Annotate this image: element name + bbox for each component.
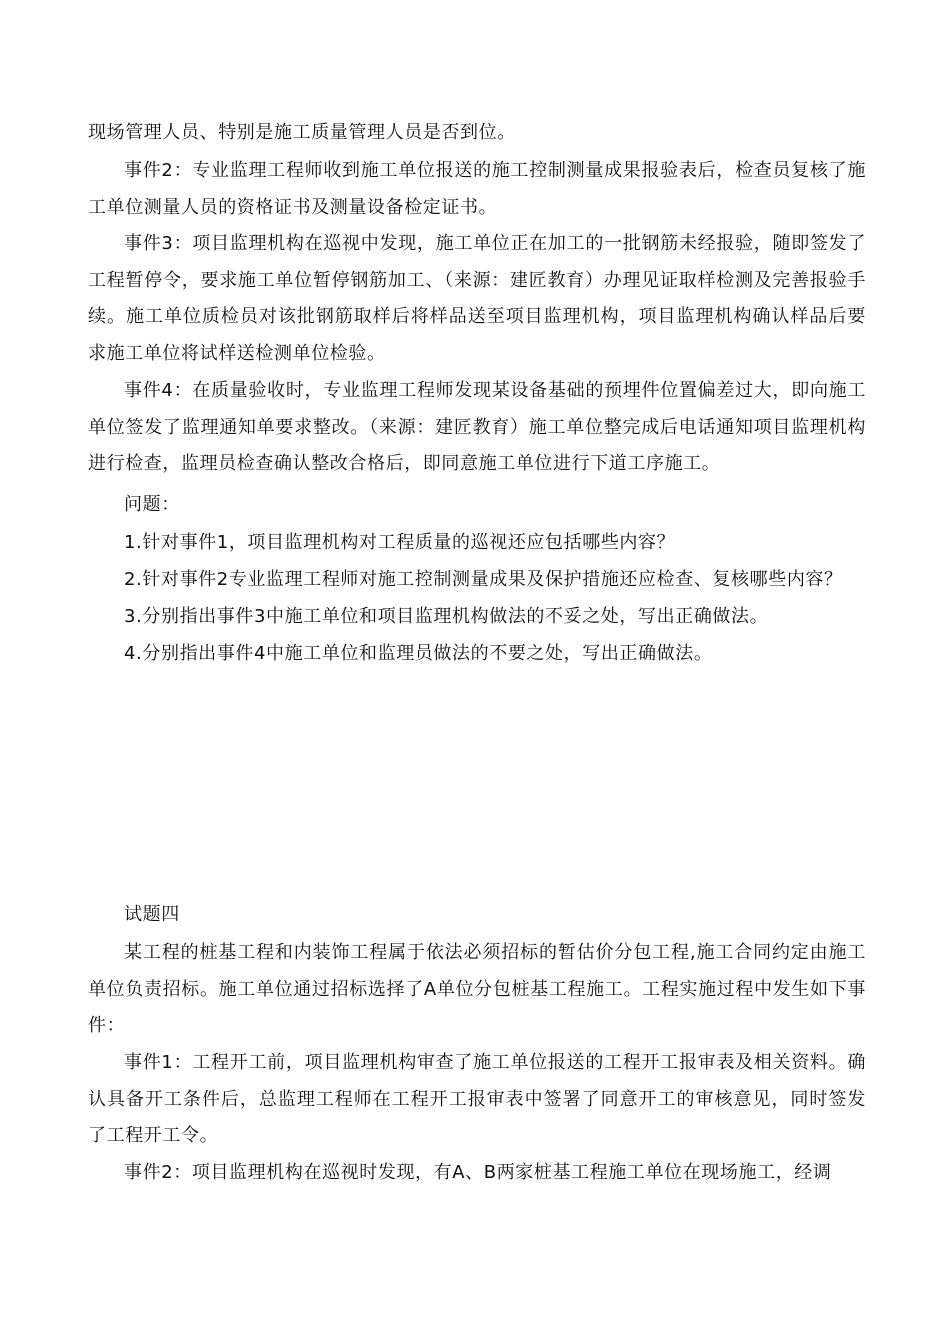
paragraph-event-2: 事件2：专业监理工程师收到施工单位报送的施工控制测量成果报验表后，检查员复核了施工单位测量人员的资格证书及测量设备检定证书。	[88, 160, 866, 218]
paragraph-intro: 某工程的桩基工程和内装饰工程属于依法必须招标的暂估价分包工程,施工合同约定由施工单位负责招标。施工单位通过招标选择了A单位分包桩基工程施工。工程实施过程中发生如下事件：	[88, 942, 866, 1036]
question-2: 2.针对事件2专业监理工程师对施工控制测量成果及保护措施还应检查、复核哪些内容？	[124, 569, 843, 590]
section-title: 试题四	[124, 904, 180, 925]
paragraph-continuation: 现场管理人员、特别是施工质量管理人员是否到位。	[88, 122, 516, 143]
paragraph-section2-event-2: 事件2：项目监理机构在巡视时发现，有A、B两家桩基工程施工单位在现场施工，经调	[124, 1162, 832, 1183]
question-3: 3.分别指出事件3中施工单位和项目监理机构做法的不妥之处，写出正确做法。	[124, 606, 769, 627]
paragraph-section2-event-1: 事件1：工程开工前，项目监理机构审查了施工单位报送的工程开工报审表及相关资料。确认具备开工条件后，总监理工程师在工程开工报审表中签署了同意开工的审核意见，同时签发了工程开工令。	[88, 1052, 866, 1146]
questions-label: 问题：	[124, 494, 180, 515]
question-4: 4.分别指出事件4中施工单位和监理员做法的不要之处，写出正确做法。	[124, 643, 713, 664]
question-1: 1.针对事件1，项目监理机构对工程质量的巡视还应包括哪些内容？	[124, 532, 676, 553]
paragraph-event-3: 事件3：项目监理机构在巡视中发现，施工单位正在加工的一批钢筋未经报验，随即签发了工程暂停令，要求施工单位暂停钢筋加工、（来源：建匠教育）办理见证取样检测及完善报验手续。施工单位质检员对该批钢筋取样后将样品送至项目监理机构，项目监理机构确认样品后要求施工单位将试样送检测单位检验。	[88, 233, 866, 364]
paragraph-event-4: 事件4：在质量验收时，专业监理工程师发现某设备基础的预埋件位置偏差过大，即向施工单位签发了监理通知单要求整改。（来源：建匠教育）施工单位整完成后电话通知项目监理机构进行检查，监理员检查确认整改合格后，即同意施工单位进行下道工序施工。	[88, 380, 866, 474]
